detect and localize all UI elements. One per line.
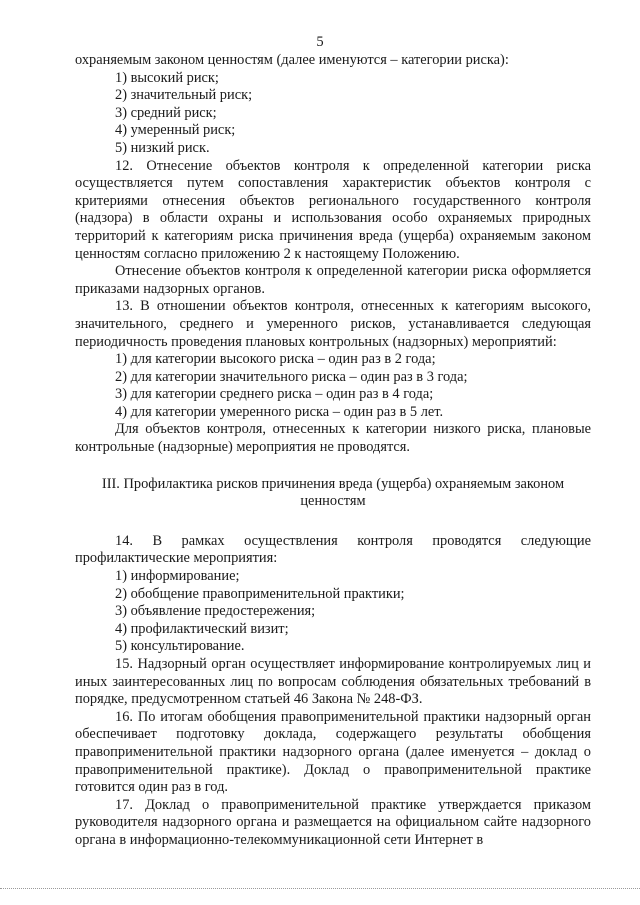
list-item: 3) объявление предостережения; <box>115 603 316 620</box>
paragraph: 12. Отнесение объектов контроля к определенной категории риска осуществляется путем сопоставления характеристик объектов контроля с критериями отнесения объектов регионального государственного контроля (надзора) в области охраны и использования особо охраняемых природных территорий к категориям риска причинения вреда (ущерба) охраняемым законом ценностям согласно приложению 2 к настоящему Положению. <box>75 157 591 262</box>
document-body <box>75 52 591 850</box>
list-item: 1) для категории высокого риска – один раз в 2 года; <box>115 351 436 368</box>
paragraph: 16. По итогам обобщения правоприменительной практики надзорный орган обеспечивает подготовку доклада, содержащего результаты обобщения правоприменительной практики надзорного органа (далее именуется – доклад о правоприменительной практике). Доклад о правоприменительной практике готовится один раз в год. <box>75 708 591 796</box>
list-item: 5) низкий риск. <box>115 139 210 156</box>
paragraph: Для объектов контроля, отнесенных к категории низкого риска, плановые контрольные (надзорные) мероприятия не проводятся. <box>75 421 591 456</box>
list-item: 1) информирование; <box>115 568 240 585</box>
list-item: 3) средний риск; <box>115 104 217 121</box>
list-item: 5) консультирование. <box>115 638 245 655</box>
list-item: 4) для категории умеренного риска – один раз в 5 лет. <box>115 403 444 420</box>
page-number: 5 <box>316 34 324 50</box>
list-item: 4) умеренный риск; <box>115 122 236 139</box>
list-item: 2) значительный риск; <box>115 87 253 104</box>
paragraph: 15. Надзорный орган осуществляет информирование контролируемых лиц и иных заинтересованных лиц по вопросам соблюдения обязательных требований в порядке, предусмотренном статьей 46 Закона № 248-ФЗ. <box>75 656 591 708</box>
list-item: 1) высокий риск; <box>115 69 219 86</box>
section-heading: III. Профилактика рисков причинения вреда (ущерба) охраняемым законом ценностям <box>101 475 565 510</box>
paragraph: 13. В отношении объектов контроля, отнесенных к категориям высокого, значительного, среднего и умеренного рисков, устанавливается следующая периодичность проведения плановых контрольных (надзорных) мероприятий: <box>75 298 591 350</box>
list-item: 2) для категории значительного риска – один раз в 3 года; <box>115 368 468 385</box>
list-item: 2) обобщение правоприменительной практики; <box>115 585 405 602</box>
list-item: 4) профилактический визит; <box>115 620 289 637</box>
paragraph: 14. В рамках осуществления контроля проводятся следующие профилактические мероприятия: <box>75 532 591 567</box>
paragraph: Отнесение объектов контроля к определенной категории риска оформляется приказами надзорных органов. <box>75 263 591 297</box>
list-item: 3) для категории среднего риска – один раз в 4 года; <box>115 386 434 403</box>
scan-edge-line <box>0 888 640 889</box>
paragraph-continuation: охраняемым законом ценностям (далее именуются – категории риска): <box>75 52 509 68</box>
paragraph: 17. Доклад о правоприменительной практике утверждается приказом руководителя надзорного органа и размещается на официальном сайте надзорного органа в информационно-телекоммуникационной сети Интернет в <box>75 796 591 848</box>
